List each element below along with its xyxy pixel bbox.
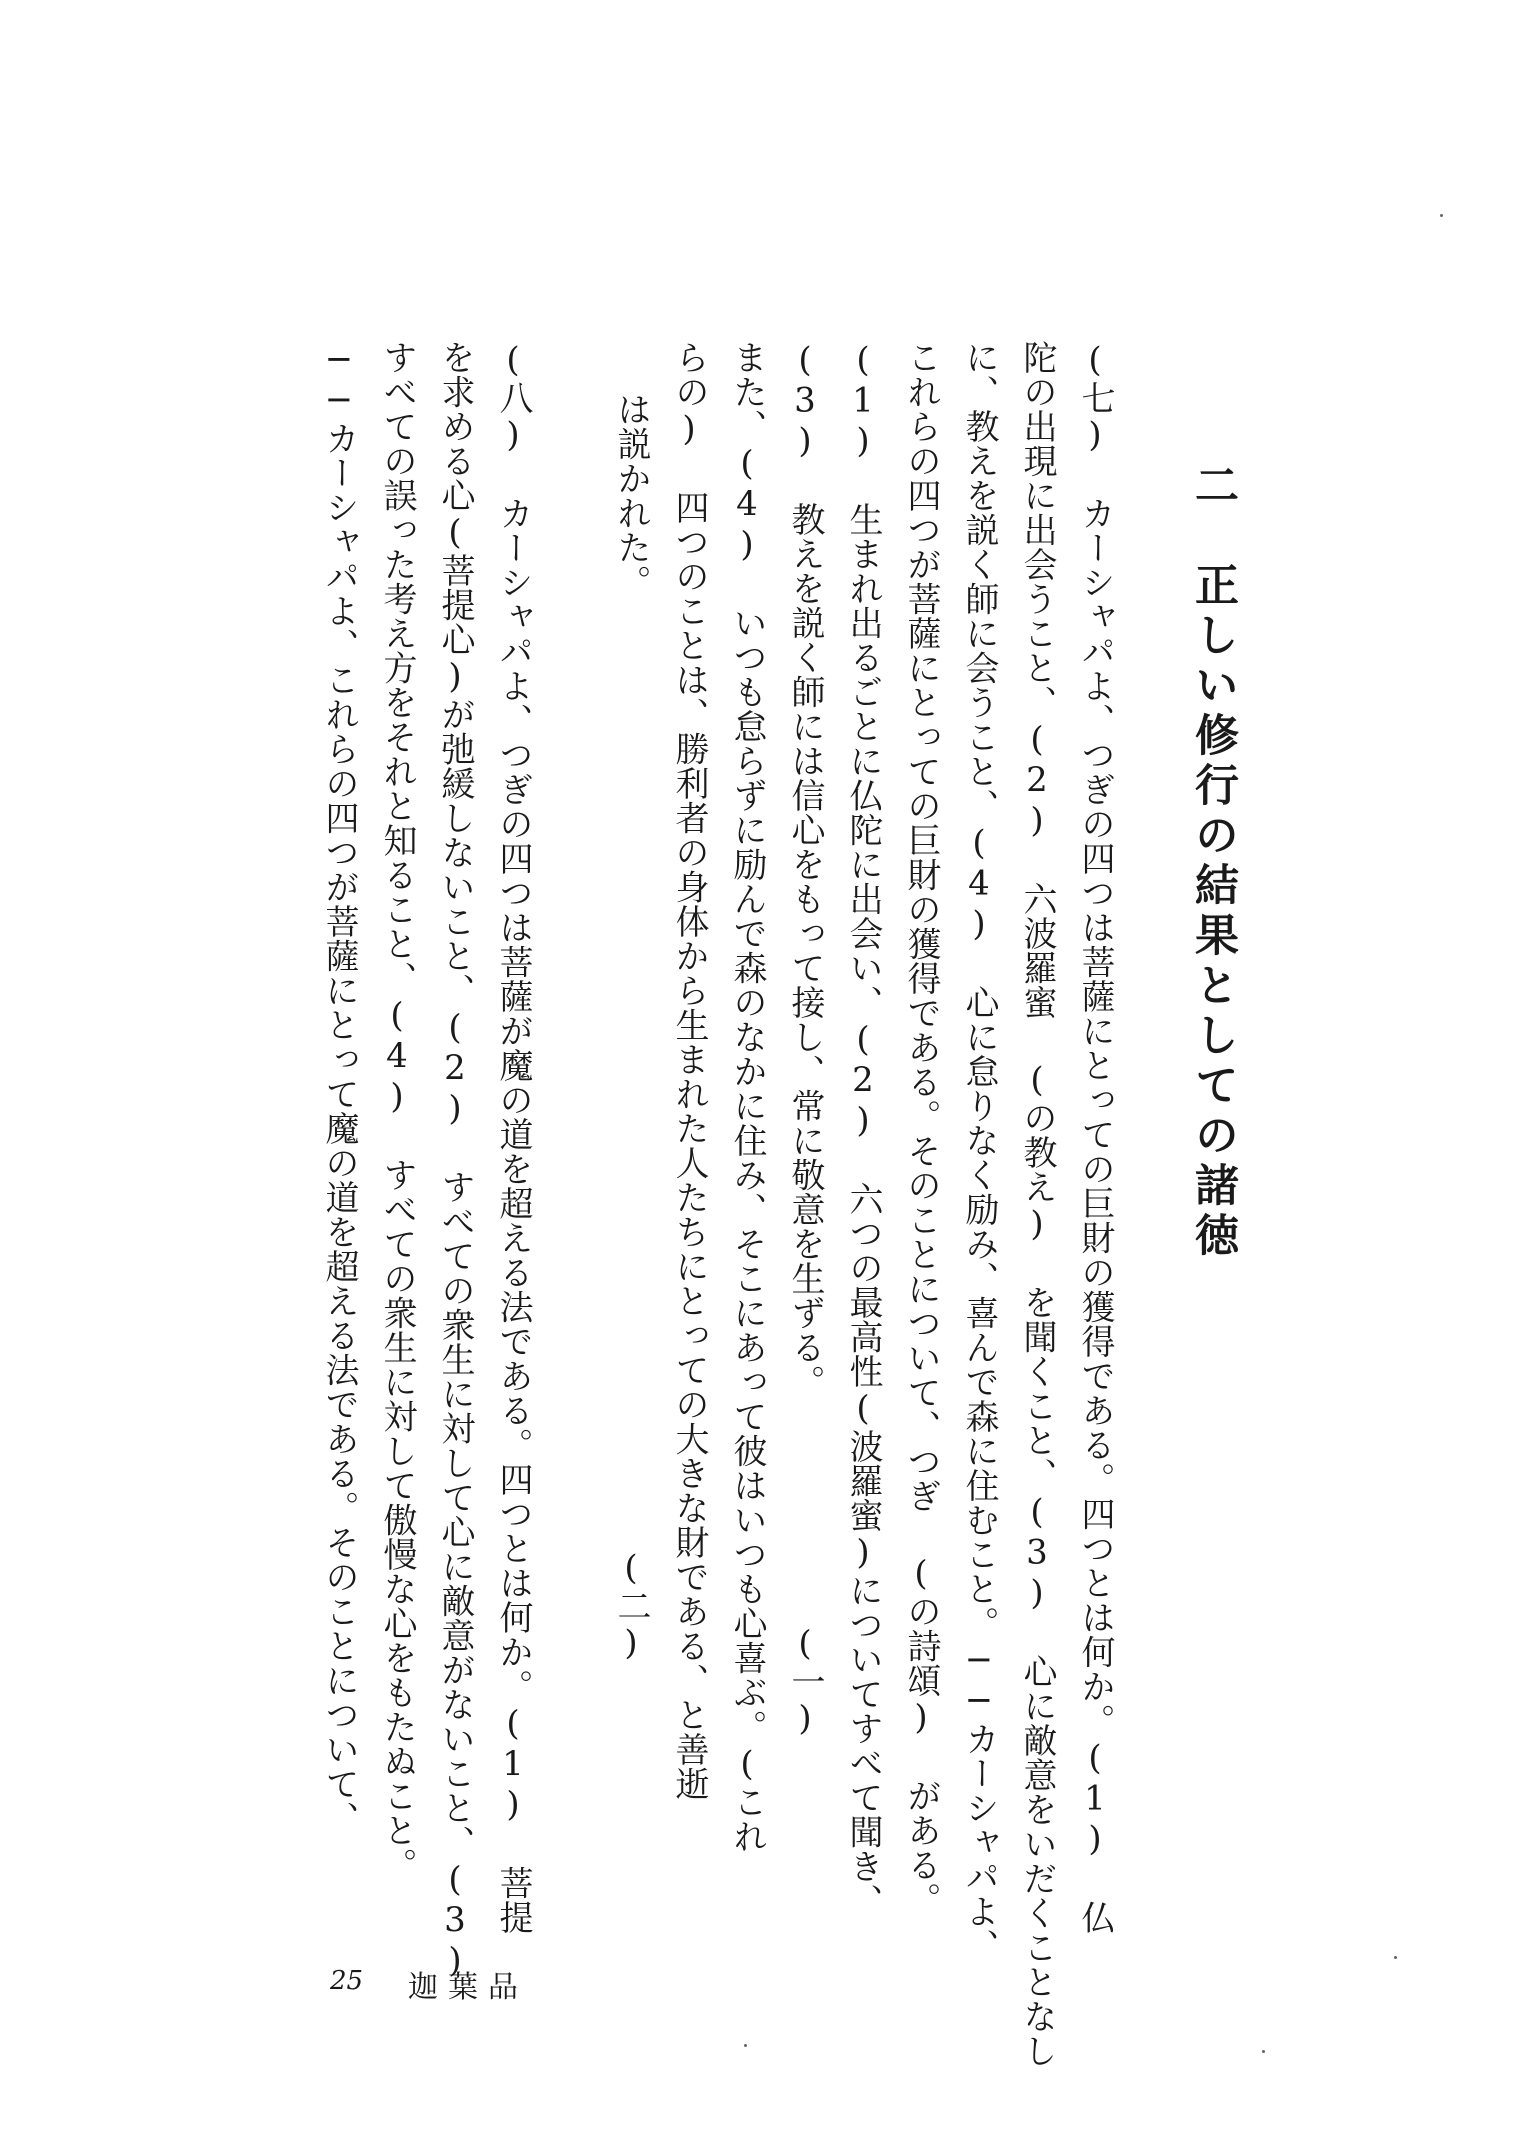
text-column-4: これらの四つが菩薩にとっての巨財の獲得である。そのことについて、つぎ (の詩頌) がある。	[901, 340, 941, 1917]
section-heading: 二 正しい修行の結果としての諸徳	[1187, 462, 1238, 1262]
scan-speck	[1262, 2050, 1265, 2053]
text-column-12: すべての誤った考え方をそれと知ること、(4) すべての衆生に対して傲慢な心をもたぬこと。	[377, 340, 417, 1882]
text-column-3: に、教えを説く師に会うこと、(4) 心に怠りなく励み、喜んで森に住むこと。──カーシャパよ、	[959, 340, 999, 1963]
text-column-7: また、(4) いつも怠らずに励んで森のなかに住み、そこにあって彼はいつも心喜ぶ。(これ	[727, 340, 767, 1854]
scan-speck	[1440, 214, 1443, 217]
text-column-2: 陀の出現に出会うこと、(2) 六波羅蜜 (の教え) を聞くこと、(3) 心に敵意をいだくことなし	[1017, 340, 1057, 2068]
text-column-10: (八) カーシャパよ、つぎの四つは菩薩が魔の道を超える法である。四つとは何か。(1) 菩提	[493, 340, 533, 1935]
text-column-11: を求める心(菩提心)が弛緩しないこと、(2) すべての衆生に対して心に敵意がないこと、(3)	[435, 340, 475, 1981]
running-footer-title: 迦葉品	[408, 1970, 528, 2005]
scan-speck	[1394, 1956, 1397, 1959]
text-column-1: (七) カーシャパよ、つぎの四つは菩薩にとっての巨財の獲得である。四つとは何か。(1) 仏	[1075, 340, 1115, 1935]
text-column-13: ──カーシャパよ、これらの四つが菩薩にとって魔の道を超える法である。そのことについて、	[319, 340, 359, 1836]
text-column-5: (1) 生まれ出るごとに仏陀に出会い、(2) 六つの最高性(波羅蜜)についてすべて聞き、	[843, 340, 883, 1918]
page-number: 25	[330, 1966, 364, 1996]
text-column-8: らの) 四つのことは、勝利者の身体から生まれた人たちにとっての大きな財である、と善逝	[669, 340, 709, 1801]
text-column-9: は説かれた。 (二)	[611, 392, 651, 1664]
scan-speck	[744, 2044, 747, 2047]
text-column-6: (3) 教えを説く師には信心をもって接し、常に敬意を生ずる。 (一)	[785, 340, 825, 1739]
